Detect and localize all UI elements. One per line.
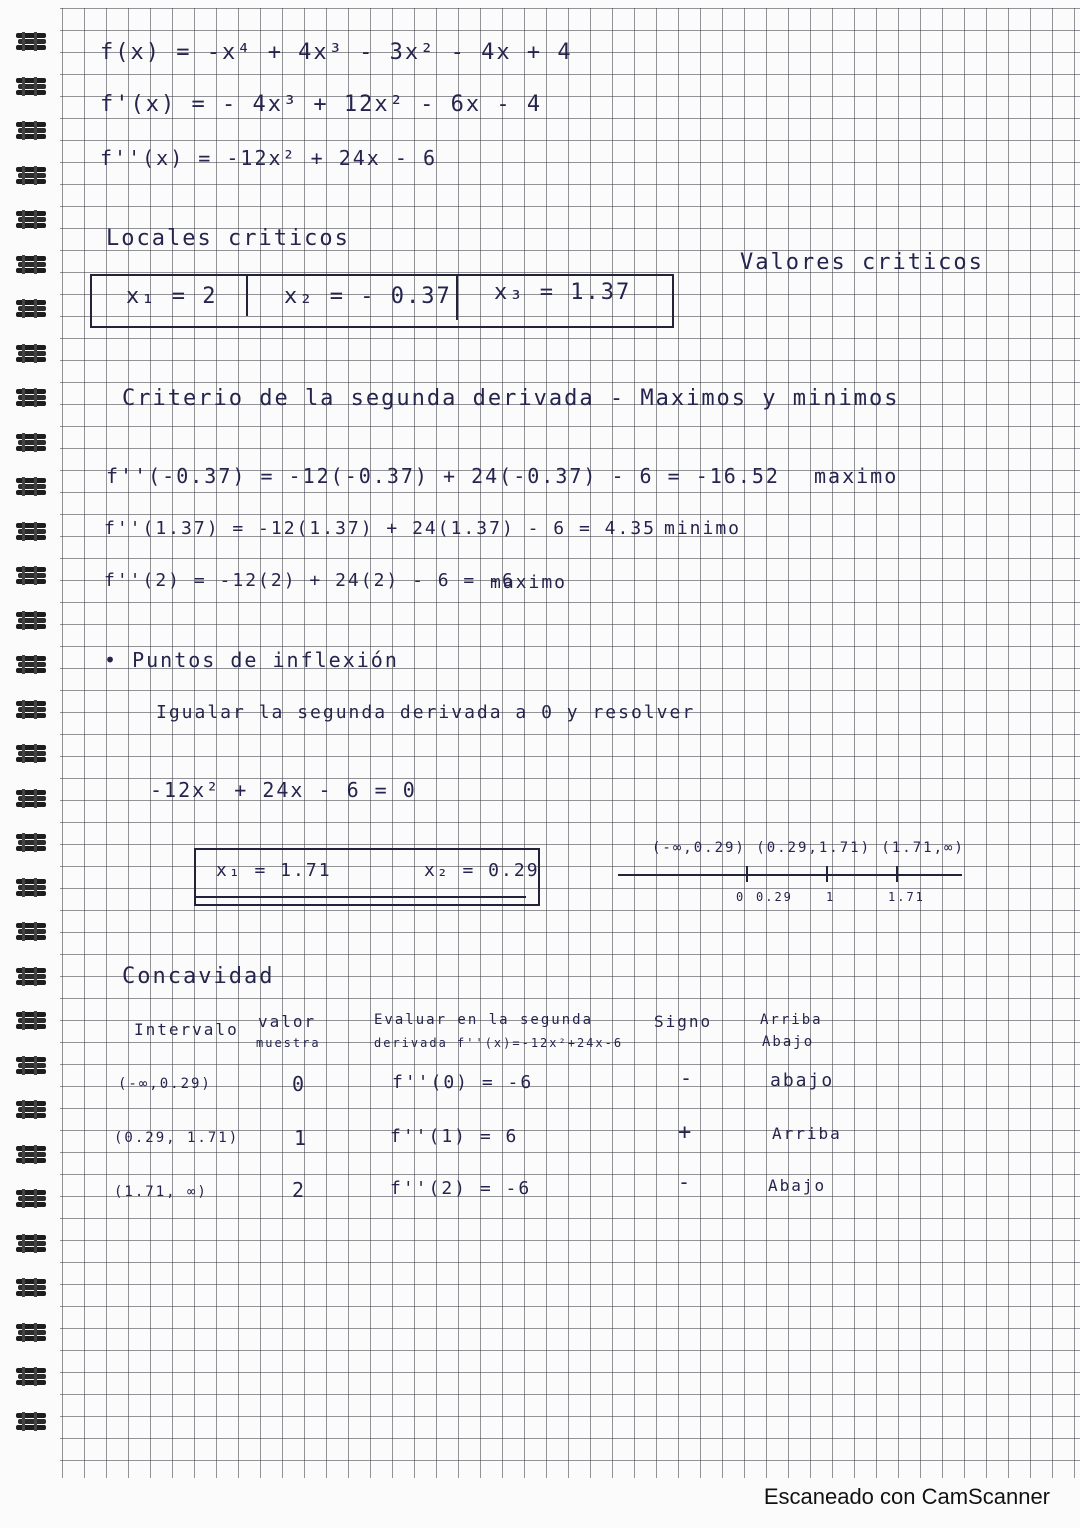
- box-divider: [456, 276, 458, 320]
- binding-ring: [14, 520, 50, 542]
- second-derivative-line-2: f''(1.37) = -12(1.37) + 24(1.37) - 6 = 4.35: [104, 518, 656, 539]
- binding-ring: [14, 564, 50, 586]
- number-line-tick: [826, 866, 828, 882]
- binding-ring: [14, 342, 50, 364]
- table-header-sample: valor: [258, 1012, 317, 1031]
- table-header-sample-2: muestra: [256, 1036, 321, 1050]
- inflection-x2: x₂ = 0.29: [424, 860, 540, 881]
- table-header-sign: Signo: [654, 1012, 713, 1031]
- binding-ring: [14, 920, 50, 942]
- second-derivative-line-3: f''(2) = -12(2) + 24(2) - 6 = -6: [104, 570, 515, 591]
- second-derivative-result-1: maximo: [814, 464, 899, 488]
- table-header-evaluate: Evaluar en la segunda: [374, 1012, 594, 1028]
- number-line-tick: [746, 866, 748, 882]
- scanner-watermark: Escaneado con CamScanner: [763, 1484, 1050, 1509]
- row-3-sample: 2: [292, 1178, 307, 1202]
- binding-ring: [14, 1365, 50, 1387]
- function-f: f(x) = -x⁴ + 4x³ - 3x² - 4x + 4: [100, 40, 573, 65]
- row-1-sample: 0: [292, 1072, 307, 1096]
- row-2-sign: +: [678, 1120, 694, 1145]
- binding-ring: [14, 742, 50, 764]
- binding-ring: [14, 831, 50, 853]
- critical-side-label: Valores criticos: [740, 250, 984, 275]
- critical-x1: x₁ = 2: [126, 284, 218, 309]
- table-header-direction-2: Abajo: [762, 1034, 815, 1050]
- second-derivative-heading: Criterio de la segunda derivada - Maximos y minimos: [122, 386, 900, 411]
- binding-ring: [14, 1276, 50, 1298]
- critical-x2: x₂ = - 0.37: [284, 284, 452, 309]
- binding-ring: [14, 1187, 50, 1209]
- spiral-binding: [14, 30, 54, 1470]
- concavity-heading: Concavidad: [122, 964, 275, 989]
- inflection-heading: • Puntos de inflexión: [104, 648, 399, 672]
- binding-ring: [14, 698, 50, 720]
- row-3-eval: f''(2) = -6: [390, 1178, 532, 1199]
- second-derivative-result-3: maximo: [490, 572, 568, 593]
- inflection-x1: x₁ = 1.71: [216, 860, 332, 881]
- inflection-equation: -12x² + 24x - 6 = 0: [150, 778, 417, 802]
- function-f-double-prime: f''(x) = -12x² + 24x - 6: [100, 146, 437, 170]
- binding-ring: [14, 30, 50, 52]
- inflection-instruction: Igualar la segunda derivada a 0 y resolver: [156, 702, 696, 723]
- binding-ring: [14, 1232, 50, 1254]
- table-header-direction: Arriba: [760, 1012, 823, 1028]
- function-f-prime: f'(x) = - 4x³ + 12x² - 6x - 4: [100, 92, 543, 117]
- number-line-intervals: (-∞,0.29) (0.29,1.71) (1.71,∞): [652, 840, 965, 856]
- binding-ring: [14, 386, 50, 408]
- row-2-direction: Arriba: [772, 1124, 842, 1143]
- row-3-interval: (1.71, ∞): [114, 1184, 208, 1200]
- binding-ring: [14, 787, 50, 809]
- critical-heading: Locales criticos: [106, 226, 350, 251]
- binding-ring: [14, 1321, 50, 1343]
- binding-ring: [14, 75, 50, 97]
- binding-ring: [14, 609, 50, 631]
- tick-label-1: 1: [826, 890, 836, 904]
- binding-ring: [14, 653, 50, 675]
- box-divider: [246, 276, 248, 316]
- binding-ring: [14, 876, 50, 898]
- binding-ring: [14, 1009, 50, 1031]
- critical-x3: x₃ = 1.37: [494, 280, 632, 305]
- binding-ring: [14, 1054, 50, 1076]
- row-1-direction: abajo: [770, 1070, 835, 1091]
- binding-ring: [14, 253, 50, 275]
- row-2-interval: (0.29, 1.71): [114, 1130, 240, 1146]
- binding-ring: [14, 1098, 50, 1120]
- binding-ring: [14, 965, 50, 987]
- binding-ring: [14, 297, 50, 319]
- table-header-evaluate-2: derivada f''(x)=-12x²+24x-6: [374, 1036, 624, 1050]
- binding-ring: [14, 208, 50, 230]
- number-line: [618, 874, 962, 876]
- row-3-direction: Abajo: [768, 1176, 827, 1195]
- second-derivative-result-2: minimo: [664, 518, 742, 539]
- number-line-tick: [896, 866, 898, 882]
- binding-ring: [14, 1143, 50, 1165]
- binding-ring: [14, 119, 50, 141]
- binding-ring: [14, 475, 50, 497]
- binding-ring: [14, 1410, 50, 1432]
- box-underline: [196, 896, 526, 898]
- row-1-sign: -: [680, 1066, 695, 1090]
- tick-label-029: 0.29: [756, 890, 793, 904]
- row-1-eval: f''(0) = -6: [392, 1072, 534, 1093]
- binding-ring: [14, 164, 50, 186]
- row-3-sign: -: [678, 1170, 693, 1194]
- tick-label-0: 0: [736, 890, 746, 904]
- tick-label-171: 1.71: [888, 890, 925, 904]
- binding-ring: [14, 431, 50, 453]
- table-header-interval: Intervalo: [134, 1020, 239, 1039]
- row-1-interval: (-∞,0.29): [118, 1076, 212, 1092]
- paper-top-edge: [0, 0, 1080, 8]
- row-2-sample: 1: [294, 1126, 309, 1150]
- second-derivative-line-1: f''(-0.37) = -12(-0.37) + 24(-0.37) - 6 = -16.52: [106, 464, 780, 488]
- row-2-eval: f''(1) = 6: [390, 1126, 519, 1147]
